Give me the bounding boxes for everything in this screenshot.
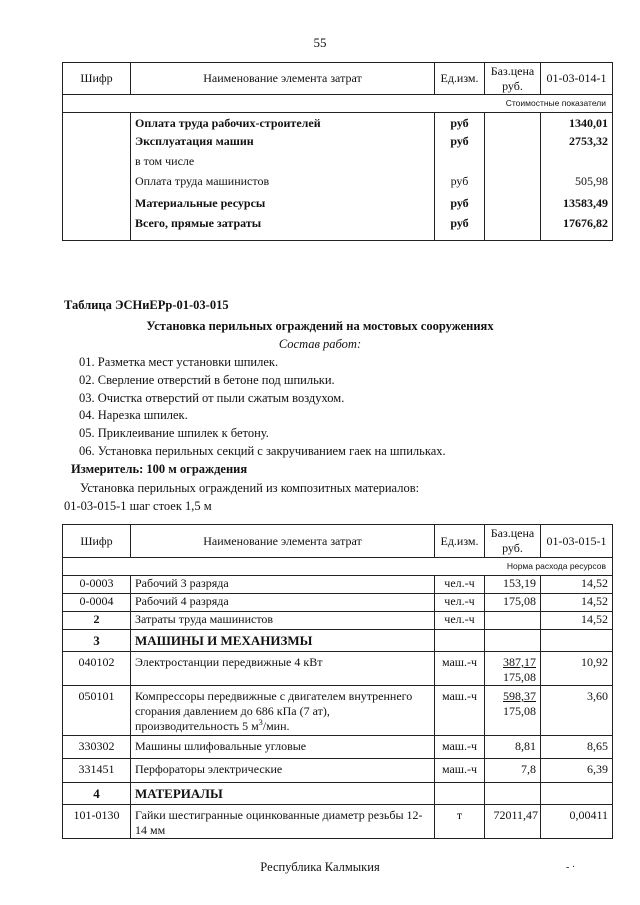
- table-row: 0-0003 Рабочий 3 разряда чел.-ч 153,19 14,52: [63, 576, 613, 594]
- work-item: 05. Приклеивание шпилек к бетону.: [79, 426, 269, 440]
- header-name: Наименование элемента затрат: [131, 63, 435, 95]
- table-row: Оплата труда рабочих-строителей руб 1340,01: [63, 113, 613, 134]
- variant: 01-03-015-1 шаг стоек 1,5 м: [64, 499, 212, 513]
- table-row: Оплата труда машинистов руб 505,98: [63, 174, 613, 196]
- section-heading: Установка перильных ограждений на мостовых сооружениях: [146, 319, 494, 333]
- header-price: Баз.цена руб.: [485, 525, 541, 558]
- header-unit: Ед.изм.: [435, 525, 485, 558]
- subheader: Норма расхода ресурсов: [63, 558, 613, 576]
- table-row: 101-0130 Гайки шестигранные оцинкованные диаметр резьбы 12-14 мм т 72011,47 0,00411: [63, 805, 613, 839]
- header-code: Шифр: [63, 525, 131, 558]
- table-row: 330302 Машины шлифовальные угловые маш.-ч 8,81 8,65: [63, 736, 613, 759]
- footer: Республика Калмыкия: [260, 860, 380, 874]
- subheader-row: [63, 558, 613, 576]
- table-title: Таблица ЭСНиЕРр-01-03-015: [64, 298, 229, 312]
- page-number: 55: [313, 35, 327, 50]
- work-item: 01. Разметка мест установки шпилек.: [79, 355, 279, 369]
- header-name: Наименование элемента затрат: [131, 525, 435, 558]
- header-price: Баз.цена руб.: [485, 63, 541, 95]
- table-row: Всего, прямые затраты руб 17676,82: [63, 216, 613, 241]
- table-row: 0-0004 Рабочий 4 разряда чел.-ч 175,08 14,52: [63, 594, 613, 612]
- header-code-col: 01-03-014-1: [541, 63, 613, 95]
- table-row: в том числе: [63, 154, 613, 174]
- resource-table: [62, 524, 613, 839]
- work-item: 04. Нарезка шпилек.: [79, 408, 188, 422]
- works-title: Состав работ:: [278, 337, 362, 351]
- description: Установка перильных ограждений из композитных материалов:: [80, 481, 420, 495]
- work-item: 02. Сверление отверстий в бетоне под шпильки.: [79, 373, 335, 387]
- cost-table: [62, 62, 613, 241]
- section-row: 4 МАТЕРИАЛЫ: [63, 783, 613, 805]
- measure: Измеритель: 100 м ограждения: [71, 462, 248, 476]
- header-code-col: 01-03-015-1: [541, 525, 613, 558]
- subheader-row: [63, 95, 613, 113]
- table-row: 331451 Перфораторы электрические маш.-ч 7,8 6,39: [63, 759, 613, 783]
- work-item: 06. Установка перильных секций с закручиванием гаек на шпильках.: [79, 444, 446, 458]
- table-row: 040102 Электростанции передвижные 4 кВт маш.-ч 387,17 175,08 10,92: [63, 652, 613, 686]
- footer-marks: - ·: [566, 862, 576, 873]
- header-unit: Ед.изм.: [435, 63, 485, 95]
- section-row: 3 МАШИНЫ И МЕХАНИЗМЫ: [63, 630, 613, 652]
- header-code: Шифр: [63, 63, 131, 95]
- work-item: 03. Очистка отверстий от пыли сжатым воздухом.: [79, 391, 345, 405]
- table-header-row: [63, 525, 613, 558]
- subheader: Стоимостные показатели: [63, 95, 613, 113]
- table-row: 050101 Компрессоры передвижные с двигателем внутреннего сгорания давлением до 686 кПа (7 ат), производительность 5 $м^3$/мин. маш.-ч 598,37 175,08 3,60: [63, 686, 613, 736]
- table-row: Материальные ресурсы руб 13583,49: [63, 196, 613, 216]
- table-row: Эксплуатация машин руб 2753,32: [63, 134, 613, 154]
- table-row: 2 Затраты труда машинистов чел.-ч 14,52: [63, 612, 613, 630]
- table-header-row: [63, 63, 613, 95]
